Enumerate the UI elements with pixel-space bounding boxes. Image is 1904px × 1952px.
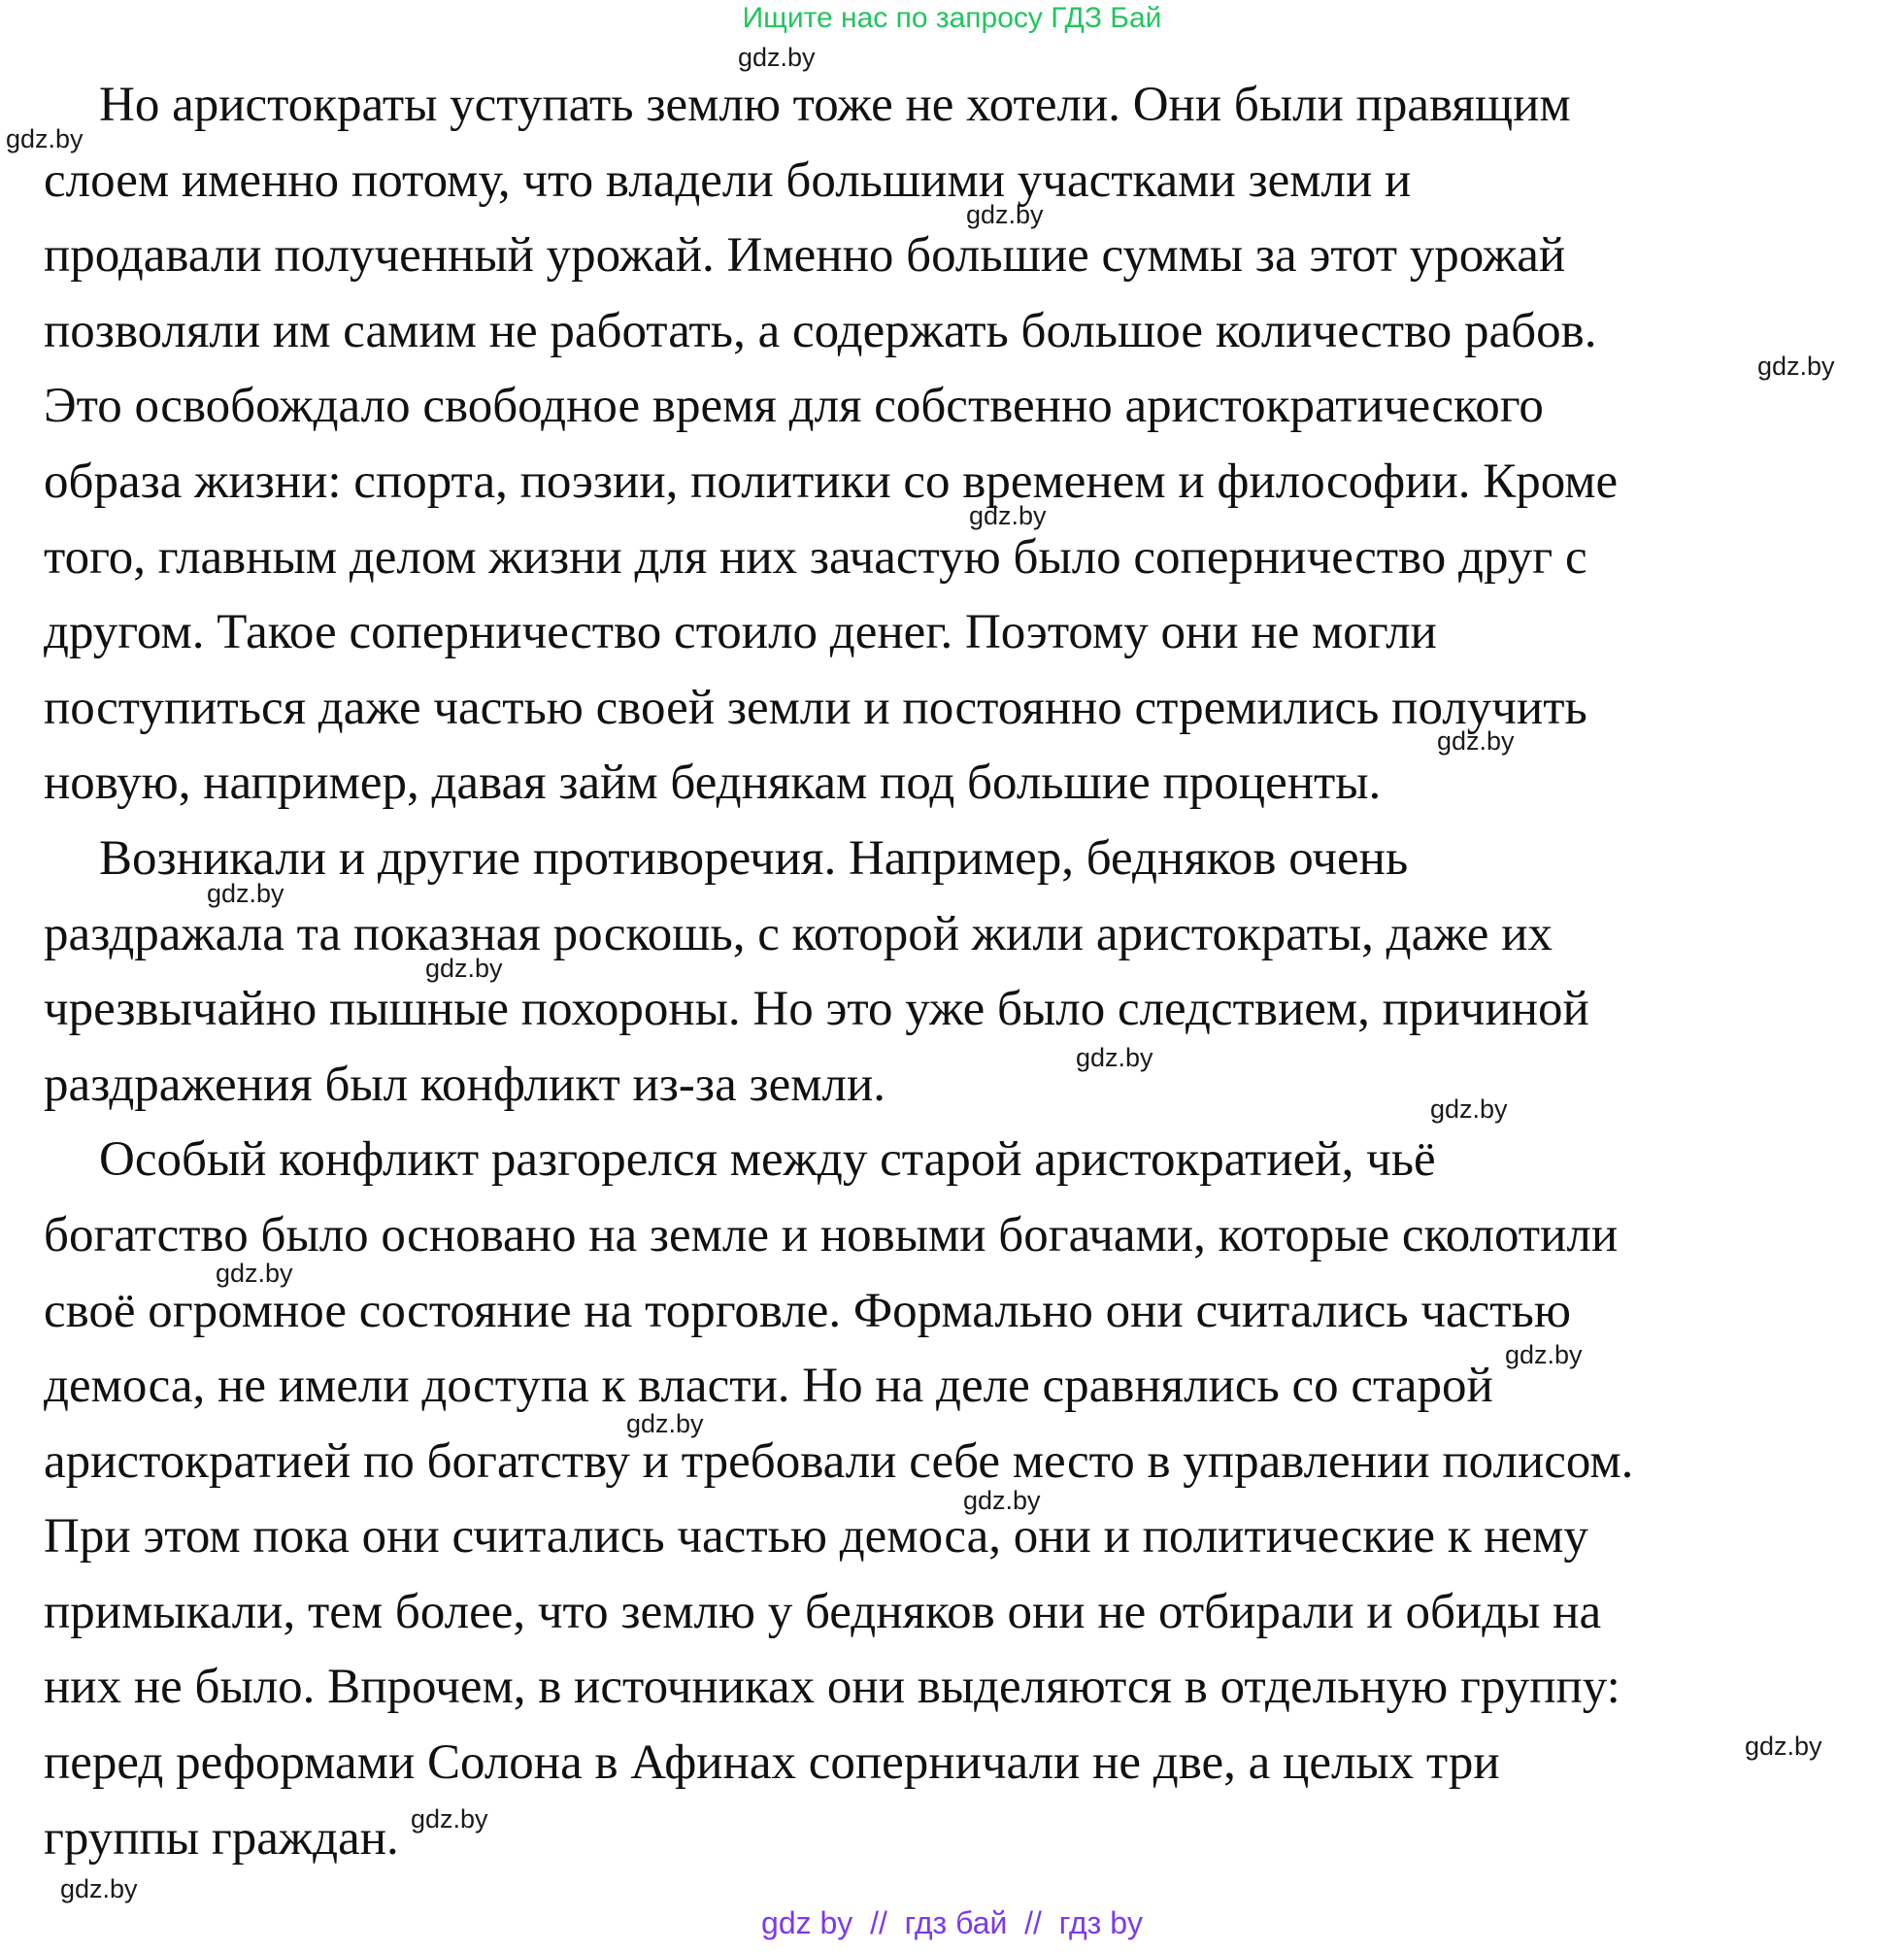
text-line: продавали полученный урожай. Именно большие суммы за этот урожай bbox=[44, 228, 1566, 284]
text-line: богатство было основано на земле и новыми богачами, которые сколотили bbox=[44, 1207, 1619, 1262]
text-line: раздражала та показная роскошь, с которой жили аристократы, даже их bbox=[44, 906, 1553, 961]
text-line: новую, например, давая займ беднякам под большие проценты. bbox=[44, 756, 1382, 811]
watermark: gdz.by bbox=[216, 1259, 293, 1288]
search-hint-banner: Ищите нас по запросу ГДЗ Бай bbox=[742, 2, 1162, 34]
watermark: gdz.by bbox=[1757, 352, 1835, 381]
text-line: Но аристократы уступать землю тоже не хотели. Они были правящим bbox=[99, 78, 1571, 132]
text-line: слоем именно потому, что владели большими участками земли и bbox=[44, 152, 1412, 208]
text-line: своё огромное состояние на торговле. Формально они считались частью bbox=[44, 1283, 1571, 1338]
paragraph-1 bbox=[44, 68, 1898, 822]
text-line: другом. Такое соперничество стоило денег. Поэтому они не могли bbox=[44, 605, 1437, 660]
text-line: примыкали, тем более, что землю у бедняков они не отбирали и обиды на bbox=[44, 1584, 1602, 1639]
watermark: gdz.by bbox=[207, 879, 284, 908]
watermark: gdz.by bbox=[969, 501, 1047, 530]
text-line: позволяли им самим не работать, а содержать большое количество рабов. bbox=[44, 303, 1597, 358]
text-line: группы граждан. bbox=[44, 1810, 399, 1866]
text-line: чрезвычайно пышные похороны. Но это уже было следствием, причиной bbox=[44, 982, 1589, 1037]
text-line: того, главным делом жизни для них зачастую было соперничество друг с bbox=[44, 529, 1587, 585]
footer-links: gdz by // гдз бай // гдз by bbox=[761, 1905, 1143, 1940]
watermark: gdz.by bbox=[626, 1409, 704, 1438]
text-line: Особый конфликт разгорелся между старой аристократией, чьё bbox=[99, 1132, 1436, 1188]
watermark: gdz.by bbox=[1437, 726, 1515, 756]
watermark: gdz.by bbox=[411, 1804, 488, 1834]
watermark: gdz.by bbox=[1430, 1094, 1508, 1124]
watermark: gdz.by bbox=[60, 1874, 138, 1903]
text-line: Возникали и другие противоречия. Например, бедняков очень bbox=[99, 830, 1409, 886]
watermark: gdz.by bbox=[966, 200, 1044, 229]
text-line: Это освобождало свободное время для собственно аристократического bbox=[44, 379, 1544, 434]
watermark: gdz.by bbox=[738, 43, 816, 72]
paragraph-2 bbox=[44, 822, 1898, 1123]
text-line: демоса, не имели доступа к власти. Но на деле сравнялись со старой bbox=[44, 1359, 1493, 1414]
text-line: аристократией по богатству и требовали себе место в управлении полисом. bbox=[44, 1433, 1634, 1489]
watermark: gdz.by bbox=[6, 124, 84, 153]
text-line: раздражения был конфликт из-за земли. bbox=[44, 1057, 885, 1112]
watermark: gdz.by bbox=[1505, 1340, 1583, 1369]
watermark: gdz.by bbox=[963, 1486, 1041, 1515]
watermark: gdz.by bbox=[425, 954, 503, 983]
text-line: образа жизни: спорта, поэзии, политики со временем и философии. Кроме bbox=[44, 454, 1619, 509]
watermark: gdz.by bbox=[1076, 1043, 1153, 1072]
document-body bbox=[44, 68, 1898, 1876]
text-line: При этом пока они считались частью демоса, они и политические к нему bbox=[44, 1509, 1588, 1565]
text-line: поступиться даже частью своей земли и постоянно стремились получить bbox=[44, 680, 1587, 735]
text-line: перед реформами Солона в Афинах соперничали не две, а целых три bbox=[44, 1735, 1500, 1791]
text-line: них не было. Впрочем, в источниках они выделяются в отдельную группу: bbox=[44, 1660, 1620, 1715]
watermark: gdz.by bbox=[1745, 1732, 1822, 1761]
